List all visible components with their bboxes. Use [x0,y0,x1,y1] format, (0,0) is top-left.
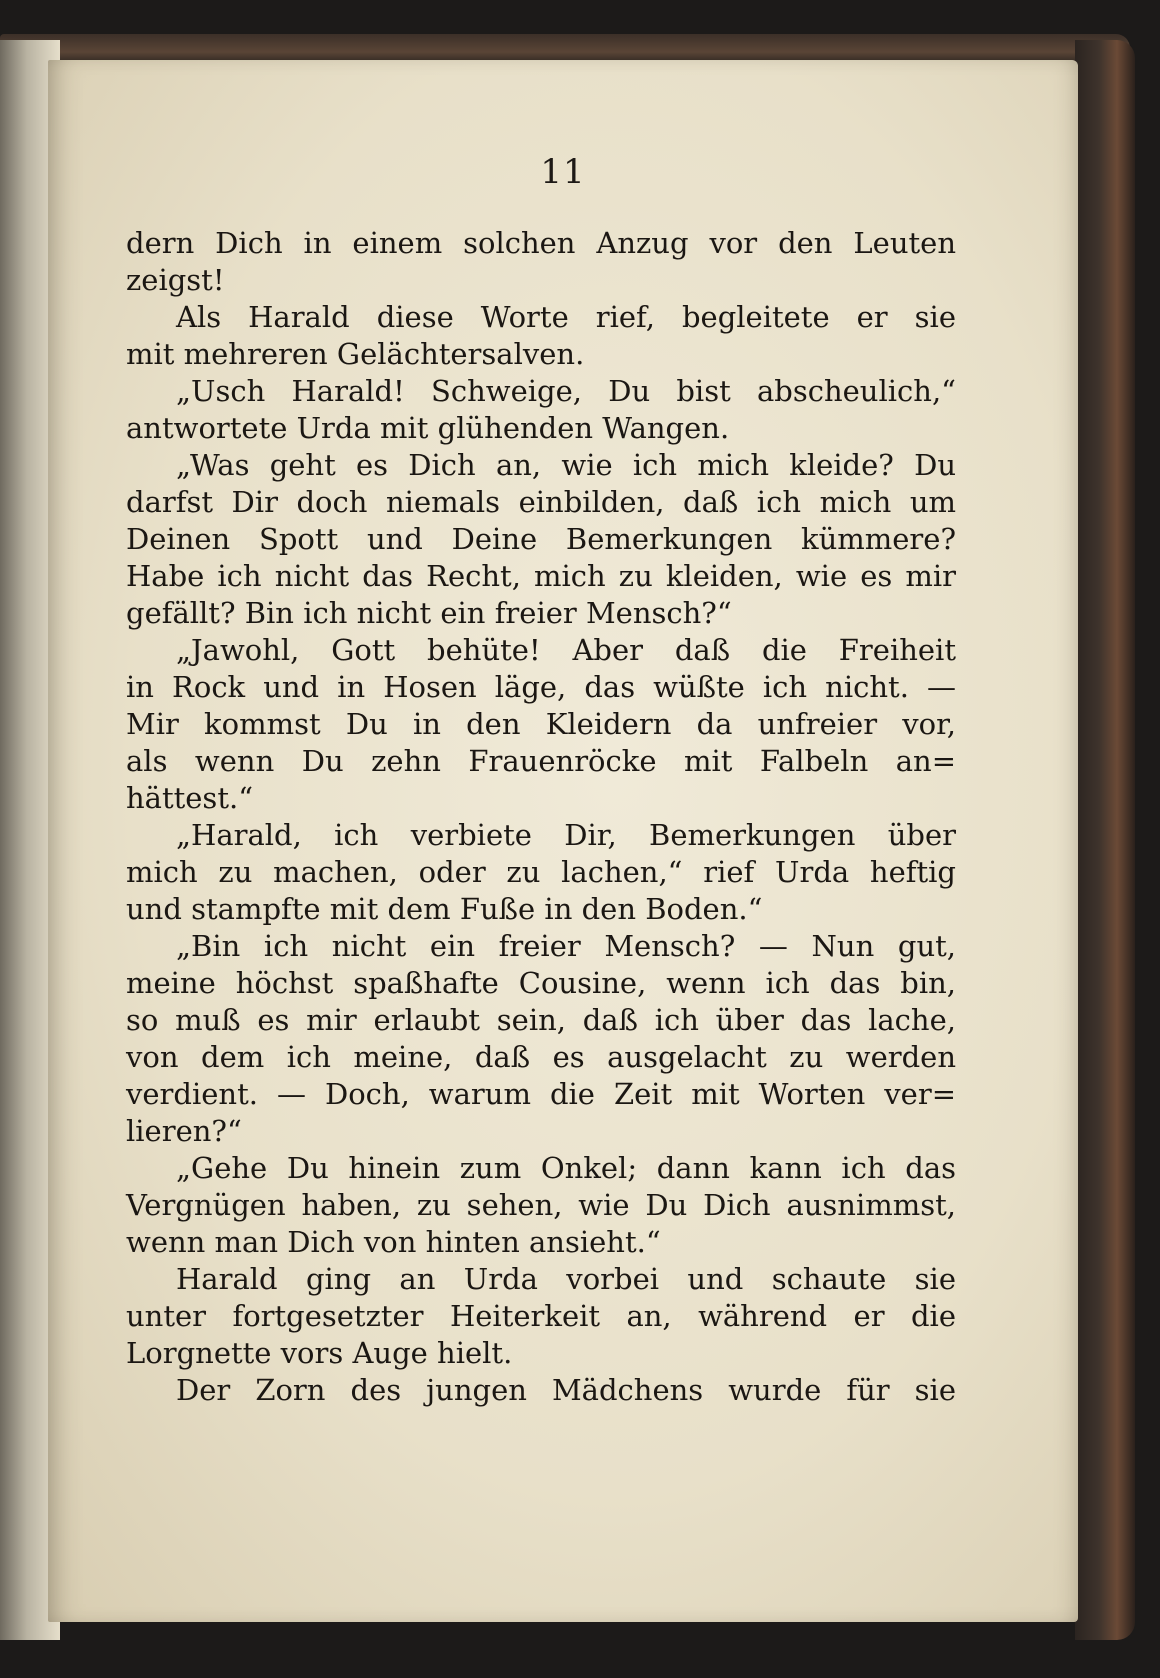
text-line: hättest.“ [126,781,254,815]
text-line: „Was geht es Dich an, wie ich mich kleide? Du [176,448,956,482]
text-line: antwortete Urda mit glühenden Wangen. [126,411,730,445]
book-page [48,60,1078,1622]
text-line: in Rock und in Hosen läge, das wüßte ich nicht. — [126,670,956,704]
text-line: „Harald, ich verbiete Dir, Bemerkungen über [176,818,956,852]
text-line: lieren?“ [126,1114,242,1148]
text-line: Harald ging an Urda vorbei und schaute sie [176,1262,956,1296]
text-line: unter fortgesetzter Heiterkeit an, während er die [126,1299,956,1333]
text-line: „Bin ich nicht ein freier Mensch? — Nun gut, [176,929,956,963]
text-line: dern Dich in einem solchen Anzug vor den Leuten [126,226,956,260]
text-line: Deinen Spott und Deine Bemerkungen kümmere? [126,522,956,556]
text-line: mit mehreren Gelächtersalven. [126,337,585,371]
text-line: Mir kommst Du in den Kleidern da unfreier vor, [126,707,956,741]
page-number: 11 [540,152,586,192]
text-line: von dem ich meine, daß es ausgelacht zu werden [126,1040,956,1074]
text-line: wenn man Dich von hinten ansieht.“ [126,1225,661,1259]
text-line: „Jawohl, Gott behüte! Aber daß die Freiheit [176,633,956,667]
text-line: darfst Dir doch niemals einbilden, daß ich mich um [126,485,956,519]
text-line: Habe ich nicht das Recht, mich zu kleiden, wie es mir [126,559,956,593]
text-line: Lorgnette vors Auge hielt. [126,1336,513,1370]
text-line: „Usch Harald! Schweige, Du bist abscheulich,“ [176,374,956,408]
page-text [126,225,956,1409]
text-line: gefällt? Bin ich nicht ein freier Mensch?“ [126,596,732,630]
text-line: so muß es mir erlaubt sein, daß ich über das lache, [126,1003,956,1037]
text-line: Vergnügen haben, zu sehen, wie Du Dich ausnimmst, [126,1188,956,1222]
text-line: „Gehe Du hinein zum Onkel; dann kann ich das [176,1151,956,1185]
text-line: mich zu machen, oder zu lachen,“ rief Urda heftig [126,855,956,889]
text-line: meine höchst spaßhafte Cousine, wenn ich das bin, [126,966,956,1000]
book-cover-right [1075,40,1135,1640]
text-line: verdient. — Doch, warum die Zeit mit Worten ver= [126,1077,956,1111]
text-line: Der Zorn des jungen Mädchens wurde für sie [176,1373,956,1407]
text-line: Als Harald diese Worte rief, begleitete er sie [176,300,956,334]
text-line: und stampfte mit dem Fuße in den Boden.“ [126,892,763,926]
text-line: als wenn Du zehn Frauenröcke mit Falbeln an= [126,744,956,778]
text-line: zeigst! [126,263,225,297]
